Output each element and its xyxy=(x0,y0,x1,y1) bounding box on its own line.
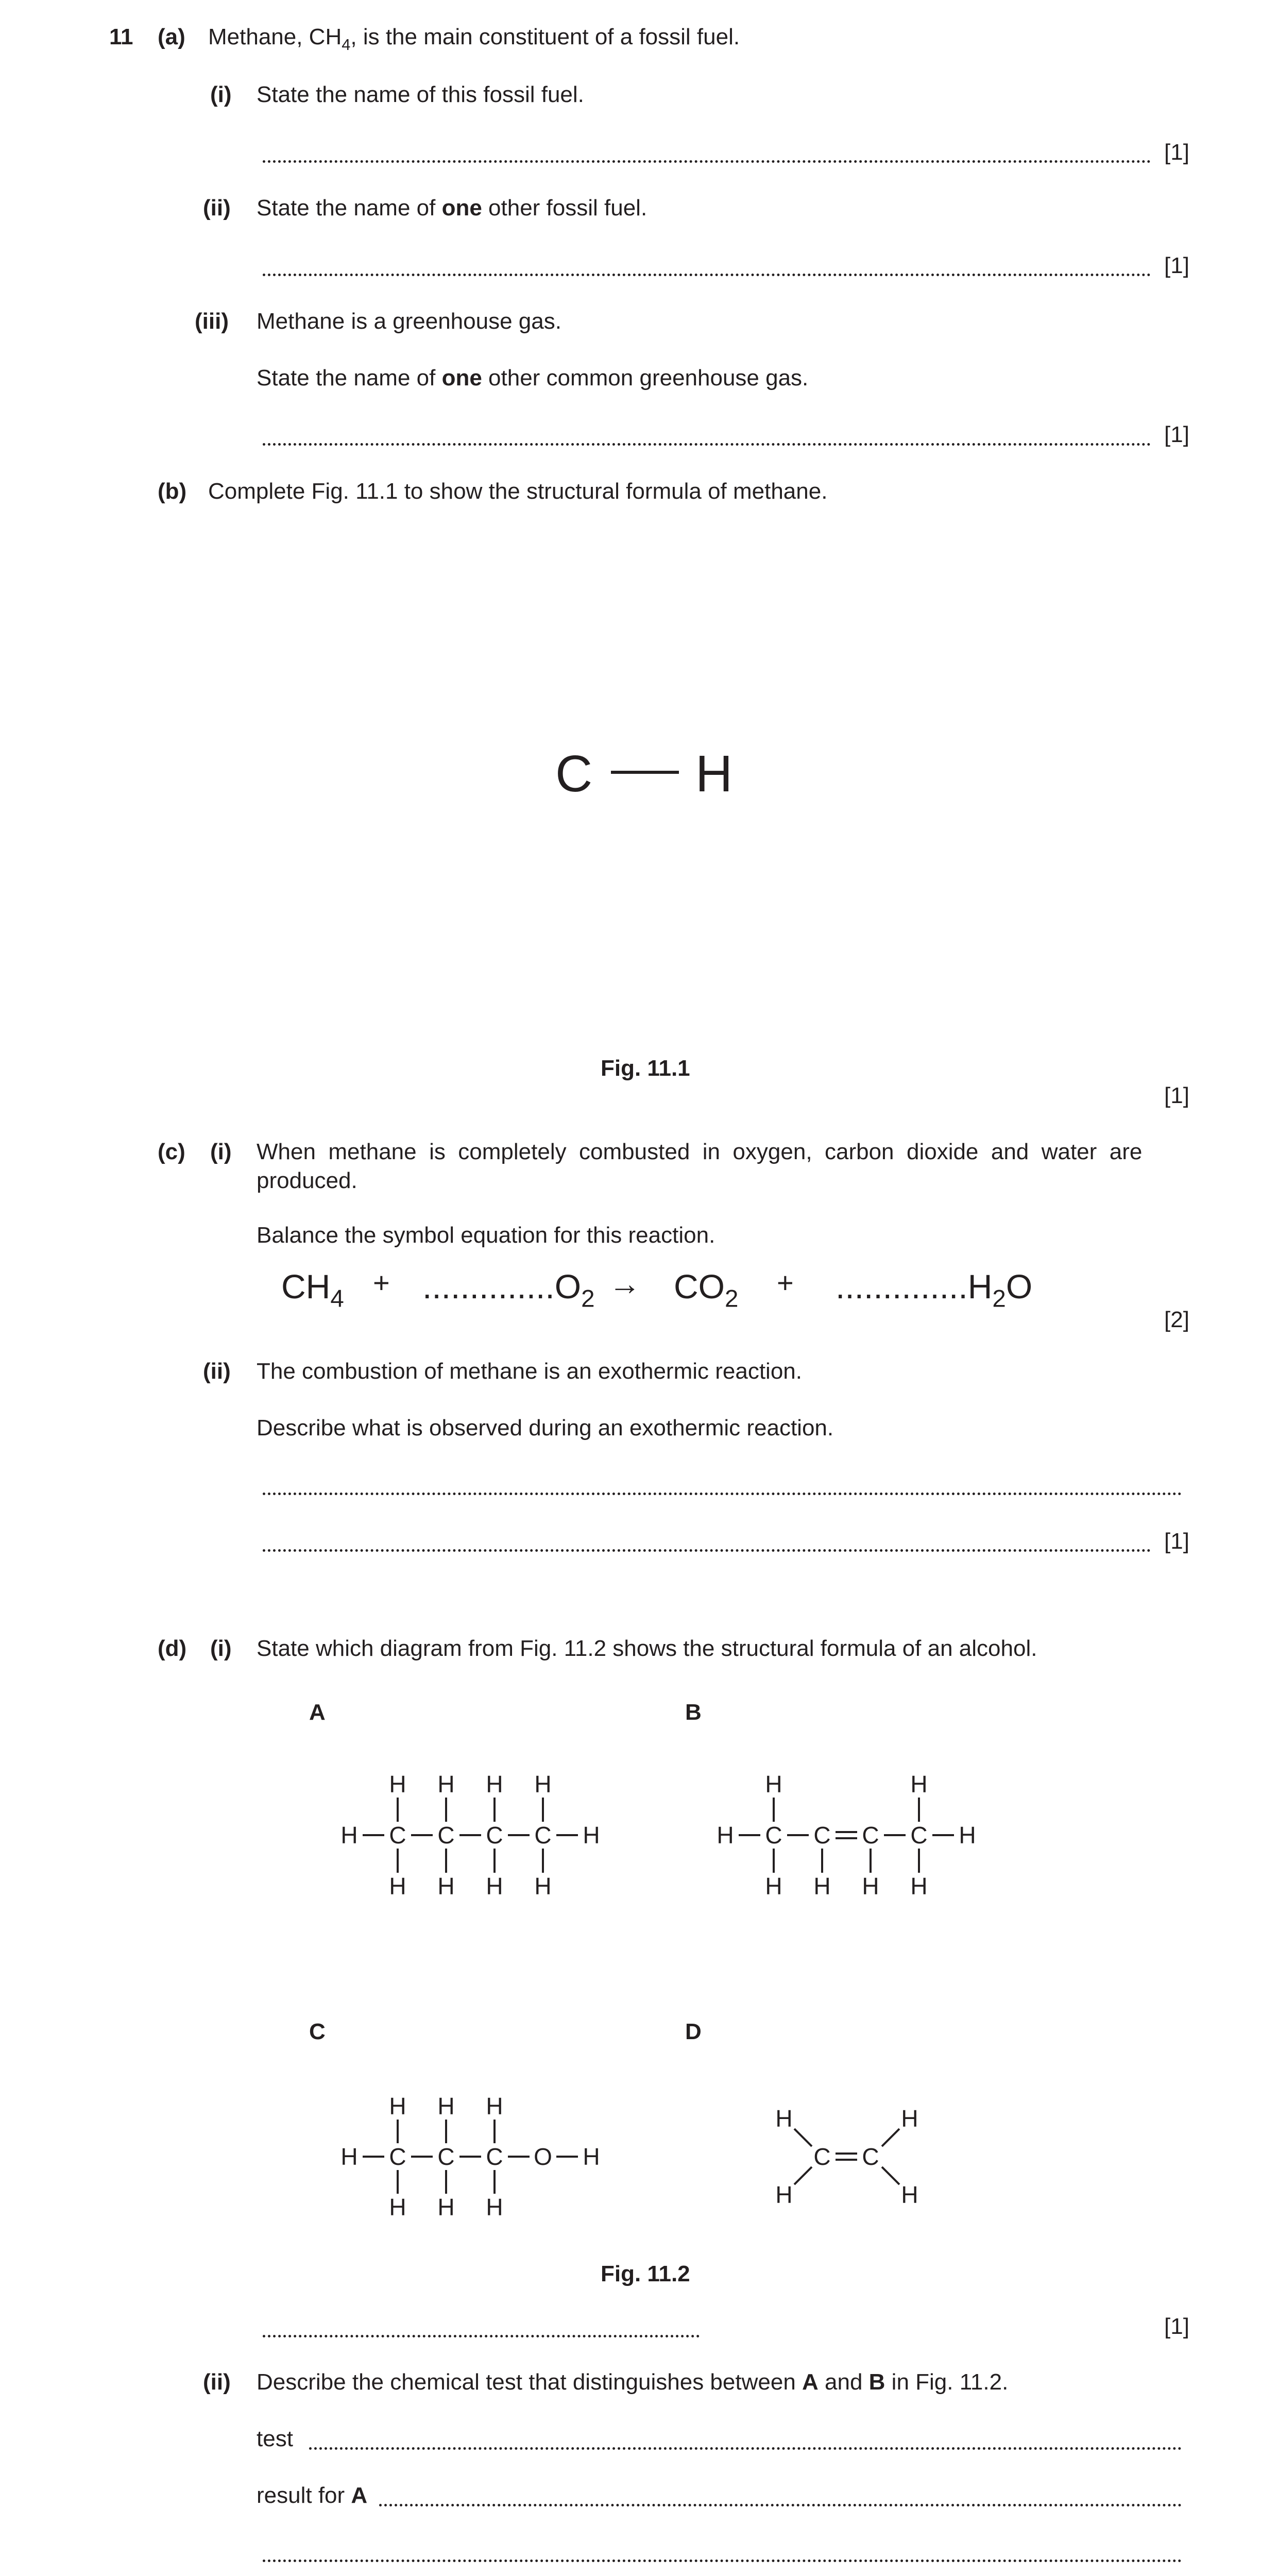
part-a-stem: Methane, $CH_4$, is the main constituent of a fossil fuel. xyxy=(208,24,740,54)
carbon-atom: C xyxy=(910,1822,928,1849)
carbon-atom: C xyxy=(765,1822,782,1849)
hydrogen-atom: H xyxy=(437,2093,455,2120)
hydrogen-atom: H xyxy=(437,1771,455,1798)
part-d-label: (d) xyxy=(158,1636,187,1661)
molecule-c-propanol xyxy=(340,2093,600,2221)
part-c-i-text2: Balance the symbol equation for this reaction. xyxy=(257,1223,715,1248)
hydrogen-atom: H xyxy=(340,2143,358,2170)
mark-c-ii: [1] xyxy=(1164,1529,1189,1554)
test-label: test xyxy=(257,2426,293,2451)
hydrogen-atom: H xyxy=(910,1771,928,1798)
hydrogen-atom: H xyxy=(959,1822,976,1849)
eq-plus-1: + xyxy=(373,1266,390,1299)
diagram-label-d: D xyxy=(685,2019,702,2044)
answer-line-result-a-1[interactable] xyxy=(379,2504,1182,2506)
mark-a-ii: [1] xyxy=(1164,253,1189,278)
hydrogen-atom: H xyxy=(486,1771,503,1798)
part-a-ii-label: (ii) xyxy=(203,195,231,221)
mark-b: [1] xyxy=(1164,1083,1189,1108)
part-c-ii-label: (ii) xyxy=(203,1359,231,1384)
hydrogen-atom: H xyxy=(775,2105,793,2132)
question-number: 11 xyxy=(109,24,133,49)
eq-o2-blank[interactable]: $..............O_2$ xyxy=(422,1267,595,1313)
part-a-iii-label: (iii) xyxy=(195,309,229,334)
part-d-ii-label: (ii) xyxy=(203,2369,231,2395)
diagram-label-a: A xyxy=(309,1700,326,1725)
bond xyxy=(882,2129,899,2146)
mark-c-i: [2] xyxy=(1164,1307,1189,1332)
hydrogen-atom: H xyxy=(486,2093,503,2120)
hydrogen-atom: H xyxy=(583,2143,600,2170)
fig-11-1-atom-c: C xyxy=(555,745,593,803)
part-d-i-text: State which diagram from Fig. 11.2 shows the structural formula of an alcohol. xyxy=(257,1636,1037,1661)
hydrogen-atom: H xyxy=(765,1771,782,1798)
hydrogen-atom: H xyxy=(389,2093,406,2120)
bond xyxy=(794,2129,812,2146)
carbon-atom: C xyxy=(389,1822,406,1849)
hydrogen-atom: H xyxy=(486,2194,503,2221)
carbon-atom: C xyxy=(389,2143,406,2170)
hydrogen-atom: H xyxy=(775,2181,793,2208)
carbon-atom: C xyxy=(813,1822,831,1849)
eq-h2o-blank[interactable]: $..............H_2O$ xyxy=(836,1267,1033,1313)
hydrogen-atom: H xyxy=(765,1873,782,1900)
hydrogen-atom: H xyxy=(901,2181,918,2208)
hydrogen-atom: H xyxy=(486,1873,503,1900)
hydrogen-atom: H xyxy=(389,1771,406,1798)
carbon-atom: C xyxy=(534,1822,552,1849)
fig-11-2-caption: Fig. 11.2 xyxy=(601,2261,690,2286)
hydrogen-atom: H xyxy=(389,2194,406,2221)
fig-11-1-atom-h: H xyxy=(695,745,733,803)
part-c-ii-text1: The combustion of methane is an exothermic reaction. xyxy=(257,1359,802,1384)
answer-line-test[interactable] xyxy=(309,2447,1182,2450)
part-c-i-text-line2: produced. xyxy=(257,1168,357,1193)
eq-plus-2: + xyxy=(777,1266,794,1299)
fig-11-1-caption: Fig. 11.1 xyxy=(601,1056,690,1081)
part-c-i-text-line1: When methane is completely combusted in oxygen, carbon dioxide and water are xyxy=(257,1139,1143,1164)
hydrogen-atom: H xyxy=(862,1873,879,1900)
part-a-label: (a) xyxy=(158,24,185,49)
diagram-label-c: C xyxy=(309,2019,326,2044)
molecule-d-ethene xyxy=(775,2105,918,2208)
hydrogen-atom: H xyxy=(437,2194,455,2221)
carbon-atom: C xyxy=(813,2143,831,2170)
part-c-i-label: (i) xyxy=(210,1139,232,1164)
bond xyxy=(882,2167,899,2184)
eq-ch4: $CH_4$ xyxy=(281,1267,344,1313)
molecule-b-butene xyxy=(717,1771,976,1900)
part-a-i-label: (i) xyxy=(210,82,232,107)
mark-d-i: [1] xyxy=(1164,2314,1189,2339)
hydrogen-atom: H xyxy=(901,2105,918,2132)
part-b-label: (b) xyxy=(158,479,187,504)
diagram-label-b: B xyxy=(685,1700,702,1725)
hydrogen-atom: H xyxy=(534,1873,552,1900)
part-b-text: Complete Fig. 11.1 to show the structural formula of methane. xyxy=(208,479,828,504)
part-c-label: (c) xyxy=(158,1139,185,1164)
part-a-ii-text: State the name of one other fossil fuel. xyxy=(257,195,647,221)
hydrogen-atom: H xyxy=(583,1822,600,1849)
mark-a-i: [1] xyxy=(1164,140,1189,165)
carbon-atom: C xyxy=(486,1822,503,1849)
hydrogen-atom: H xyxy=(340,1822,358,1849)
hydrogen-atom: H xyxy=(389,1873,406,1900)
part-a-iii-text2: State the name of one other common greenhouse gas. xyxy=(257,365,809,391)
carbon-atom: C xyxy=(862,1822,879,1849)
carbon-atom: C xyxy=(437,2143,455,2170)
bond xyxy=(794,2167,812,2184)
part-d-i-label: (i) xyxy=(210,1636,232,1661)
molecule-a-butane xyxy=(340,1771,600,1900)
hydrogen-atom: H xyxy=(813,1873,831,1900)
answer-line-d-i[interactable] xyxy=(263,2335,700,2337)
answer-line-result-a-2[interactable] xyxy=(263,2560,1182,2562)
hydrogen-atom: H xyxy=(717,1822,734,1849)
carbon-atom: C xyxy=(437,1822,455,1849)
oxygen-atom: O xyxy=(534,2143,552,2170)
part-a-i-text: State the name of this fossil fuel. xyxy=(257,82,584,107)
eq-co2: $CO_2$ xyxy=(674,1267,739,1313)
part-d-ii-text: Describe the chemical test that distinguishes between A and B in Fig. 11.2. xyxy=(257,2369,1009,2395)
part-a-iii-text1: Methane is a greenhouse gas. xyxy=(257,309,561,334)
hydrogen-atom: H xyxy=(437,1873,455,1900)
part-c-ii-text2: Describe what is observed during an exothermic reaction. xyxy=(257,1415,834,1440)
carbon-atom: C xyxy=(486,2143,503,2170)
hydrogen-atom: H xyxy=(910,1873,928,1900)
mark-a-iii: [1] xyxy=(1164,422,1189,447)
hydrogen-atom: H xyxy=(534,1771,552,1798)
eq-arrow: → xyxy=(609,1266,641,1302)
carbon-atom: C xyxy=(862,2143,879,2170)
result-a-label: result for A xyxy=(257,2483,368,2508)
